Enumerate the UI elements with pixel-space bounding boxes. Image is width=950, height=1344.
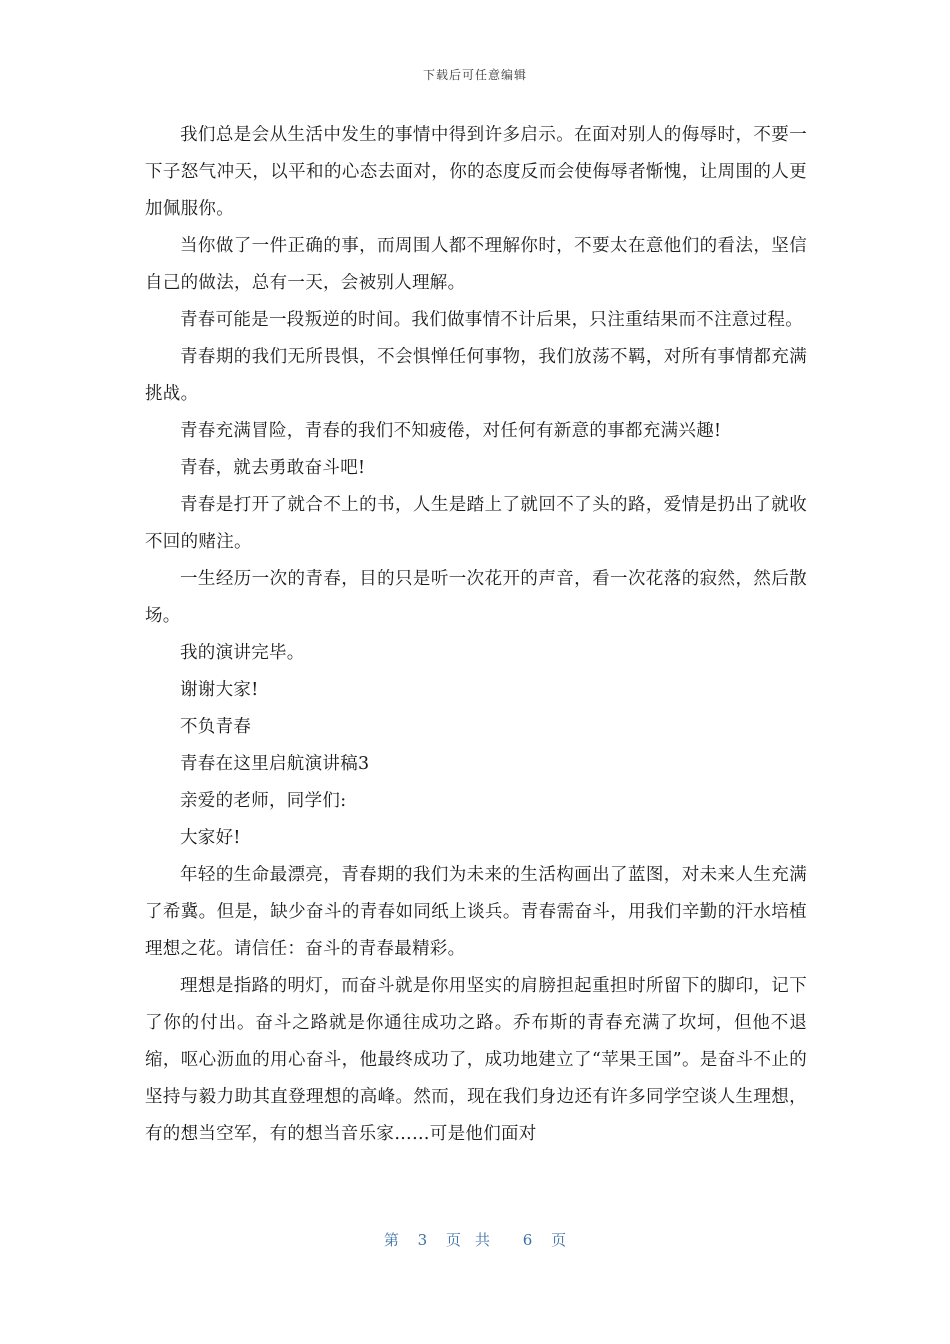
paragraph: 我的演讲完毕。 (180, 643, 305, 663)
paragraph: 青春，就去勇敢奋斗吧! (180, 458, 366, 478)
page-label-suffix: 页 (551, 1231, 567, 1249)
paragraph: 理想是指路的明灯，而奋斗就是你用坚实的肩膀担起重担时所留下的脚印，记下了你的付出。奋斗之路就是你通往成功之路。乔布斯的青春充满了坎坷，但他不退缩，呕心沥血的用心奋斗，他最终成功了，成功地建立了“苹果王国”。是奋斗不止的坚持与毅力助其直登理想的高峰。然而，现在我们身边还有许多同学空谈人生理想，有的想当空军，有的想当音乐家……可是他们面对 (145, 976, 807, 1144)
page-label-mid: 页共 (445, 1231, 504, 1249)
paragraph: 当你做了一件正确的事，而周围人都不理解你时，不要太在意他们的看法，坚信自己的做法，总有一天，会被别人理解。 (145, 236, 807, 293)
total-pages-number: 6 (522, 1231, 533, 1249)
current-page-number: 3 (417, 1231, 428, 1249)
paragraph: 我们总是会从生活中发生的事情中得到许多启示。在面对别人的侮辱时，不要一下子怒气冲天，以平和的心态去面对，你的态度反而会使侮辱者惭愧，让周围的人更加佩服你。 (145, 125, 807, 219)
greeting: 大家好! (180, 828, 241, 848)
paragraph: 年轻的生命最漂亮，青春期的我们为未来的生活构画出了蓝图，对未来人生充满了希冀。但是，缺少奋斗的青春如同纸上谈兵。青春需奋斗，用我们辛勤的汗水培植理想之花。请信任：奋斗的青春最精彩。 (145, 865, 807, 959)
paragraph: 青春期的我们无所畏惧，不会惧惮任何事物，我们放荡不羁，对所有事情都充满挑战。 (145, 347, 807, 404)
paragraph: 谢谢大家! (180, 680, 259, 700)
paragraph: 不负青春 (180, 717, 252, 737)
section-title: 青春在这里启航演讲稿3 (180, 754, 370, 774)
page-label-prefix: 第 (383, 1231, 399, 1249)
page-header: 下载后可任意编辑 (422, 68, 527, 82)
paragraph: 一生经历一次的青春，目的只是听一次花开的声音，看一次花落的寂然，然后散场。 (145, 569, 807, 626)
paragraph: 青春是打开了就合不上的书，人生是踏上了就回不了头的路，爱情是扔出了就收不回的赌注。 (145, 495, 807, 552)
paragraph: 青春充满冒险，青春的我们不知疲倦，对任何有新意的事都充满兴趣! (180, 421, 722, 441)
paragraph: 青春可能是一段叛逆的时间。我们做事情不计后果，只注重结果而不注意过程。 (180, 310, 803, 330)
greeting: 亲爱的老师，同学们: (180, 791, 347, 811)
document-body (145, 117, 807, 1153)
page-footer (0, 1229, 950, 1250)
